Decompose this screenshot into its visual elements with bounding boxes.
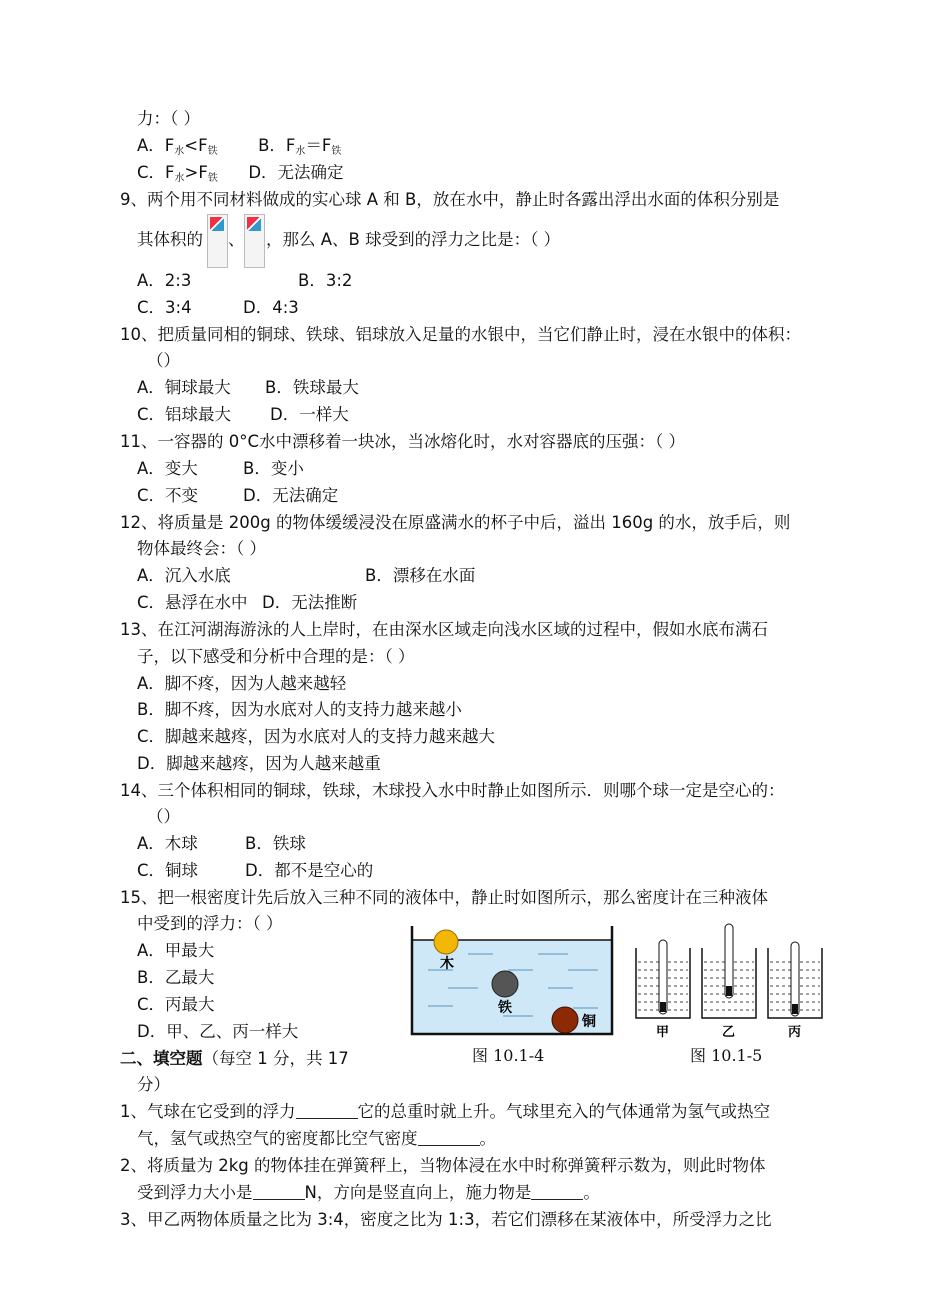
figure-caption: 图 10.1-5 xyxy=(690,1046,763,1065)
fill3-line1: 3、甲乙两物体质量之比为 3:4，密度之比为 1:3，若它们漂移在某液体中，所受浮力之比 xyxy=(120,1210,772,1229)
q8-option-a: A．$F_水<F_铁$ xyxy=(137,136,218,157)
section-score-note-cont: 分） xyxy=(137,1075,170,1094)
q15-option-b: B．乙最大 xyxy=(137,968,215,987)
q13-option-a: A．脚不疼，因为人越来越轻 xyxy=(137,674,347,693)
q8-stem-tail: 力：（ ） xyxy=(137,109,200,128)
q10-stem-line2: （） xyxy=(147,351,180,370)
q10-stem-line1: 10、把质量同相的铜球、铁球、铝球放入足量的水银中，当它们静止时，浸在水银中的体积： xyxy=(120,325,801,344)
wood-ball xyxy=(434,930,458,954)
section-heading xyxy=(120,1048,349,1070)
label-copper: 铜 xyxy=(582,1014,596,1030)
answer-blank[interactable] xyxy=(253,1183,305,1200)
q15-stem-line1: 15、把一根密度计先后放入三种不同的液体中，静止时如图所示，那么密度计在三种液体 xyxy=(120,888,768,907)
q10-option-c: C．铝球最大 xyxy=(137,405,232,424)
q13-stem-line2: 子，以下感受和分析中合理的是：（ ） xyxy=(137,647,415,666)
q9-option-b: B．3:2 xyxy=(298,271,353,290)
q14-stem-line1: 14、三个体积相同的铜球，铁球，木球投入水中时静止如图所示．则哪个球一定是空心的： xyxy=(120,781,785,800)
q12-option-b: B．漂移在水面 xyxy=(365,566,476,585)
label-bing: 丙 xyxy=(788,1025,802,1040)
label-wood: 木 xyxy=(440,956,454,972)
beaker-yi xyxy=(702,924,756,1040)
fill2-line1: 2、将质量为 2kg 的物体挂在弹簧秤上，当物体浸在水中时称弹簧秤示数为，则此时物体 xyxy=(120,1156,766,1175)
q12-option-a: A．沉入水底 xyxy=(137,566,231,585)
q12-stem-line1: 12、将质量是 200g 的物体缓缓浸没在原盛满水的杯子中后，溢出 160g 的水，放手后，则 xyxy=(120,513,791,532)
broken-image-icon xyxy=(207,214,228,268)
broken-image-icon xyxy=(244,214,265,268)
q15-option-a: A．甲最大 xyxy=(137,941,215,960)
q8-option-b: B．$F_水=F_铁$ xyxy=(258,136,342,157)
q12-stem-line2: 物体最终会：（ ） xyxy=(137,539,266,558)
q11-option-d: D．无法确定 xyxy=(243,486,339,505)
q9-option-a: A．2:3 xyxy=(137,271,192,290)
fill1-line2: 气，氢气或热空气的密度都比空气密度 。 xyxy=(137,1129,496,1148)
q14-option-c: C．铜球 xyxy=(137,861,199,880)
fill2-line2: 受到浮力大小是 N，方向是竖直向上，施力物是 。 xyxy=(137,1183,600,1202)
answer-blank[interactable] xyxy=(418,1129,480,1146)
q15-option-c: C．丙最大 xyxy=(137,995,215,1014)
q13-option-b: B．脚不疼，因为水底对人的支持力越来越小 xyxy=(137,700,462,719)
q14-option-a: A．木球 xyxy=(137,834,198,853)
q14-option-d: D．都不是空心的 xyxy=(245,861,374,880)
figure-hydrometers xyxy=(632,918,832,1042)
q14-stem-line2: （） xyxy=(147,807,180,826)
beaker-jia xyxy=(636,940,690,1040)
q13-stem-line1: 13、在江河湖海游泳的人上岸时，在由深水区域走向浅水区域的过程中，假如水底布满石 xyxy=(120,620,768,639)
q10-option-b: B．铁球最大 xyxy=(265,378,359,397)
section-score-note: （每空 1 分，共 17 xyxy=(202,1049,349,1068)
q8-option-d: D．无法确定 xyxy=(248,163,344,182)
figure-caption: 图 10.1-4 xyxy=(472,1046,545,1065)
q15-stem-line2: 中受到的浮力：（ ） xyxy=(137,914,283,933)
label-jia: 甲 xyxy=(656,1025,670,1040)
answer-blank[interactable] xyxy=(296,1102,358,1119)
q8-options-row1 xyxy=(137,135,341,163)
q11-option-b: B．变小 xyxy=(243,459,304,478)
q11-option-a: A．变大 xyxy=(137,459,198,478)
q14-option-b: B．铁球 xyxy=(245,834,306,853)
answer-blank[interactable] xyxy=(531,1183,583,1200)
iron-ball xyxy=(492,971,518,997)
q11-option-c: C．不变 xyxy=(137,486,199,505)
q9-option-d: D．4:3 xyxy=(243,298,299,317)
q9-stem-line2-c: ，那么 A、B 球受到的浮力之比是：（ ） xyxy=(266,230,561,249)
figure-balls-in-water xyxy=(408,922,618,1044)
q12-option-c: C．悬浮在水中 xyxy=(137,593,248,612)
q9-stem-line2-b: 、 xyxy=(228,230,245,249)
copper-ball xyxy=(552,1007,578,1033)
beaker-bing xyxy=(768,942,822,1040)
q13-option-c: C．脚越来越疼，因为水底对人的支持力越来越大 xyxy=(137,727,496,746)
q12-option-d: D．无法推断 xyxy=(262,593,358,612)
q9-stem-line2-a: 其体积的 xyxy=(137,230,203,249)
q10-option-a: A．铜球最大 xyxy=(137,378,231,397)
q8-option-c: C．$F_水>F_铁$ xyxy=(137,163,218,184)
q10-option-d: D．一样大 xyxy=(270,405,349,424)
label-iron: 铁 xyxy=(498,1000,512,1016)
q8-options-row2 xyxy=(137,162,344,190)
q11-stem-line1: 11、一容器的 0°C水中漂移着一块冰，当冰熔化时，水对容器底的压强：（ ） xyxy=(120,432,686,451)
section-title: 二、填空题 xyxy=(120,1049,203,1068)
q15-option-d: D．甲、乙、丙一样大 xyxy=(137,1022,299,1041)
q13-option-d: D．脚越来越疼，因为人越来越重 xyxy=(137,754,381,773)
q9-stem-line1: 9、两个用不同材料做成的实心球 A 和 B，放在水中，静止时各露出浮出水面的体积分别是 xyxy=(120,190,780,209)
q9-option-c: C．3:4 xyxy=(137,298,192,317)
label-yi: 乙 xyxy=(722,1025,736,1040)
fill1-line1: 1、气球在它受到的浮力 它的总重时就上升。气球里充入的气体通常为氢气或热空 xyxy=(120,1102,770,1121)
